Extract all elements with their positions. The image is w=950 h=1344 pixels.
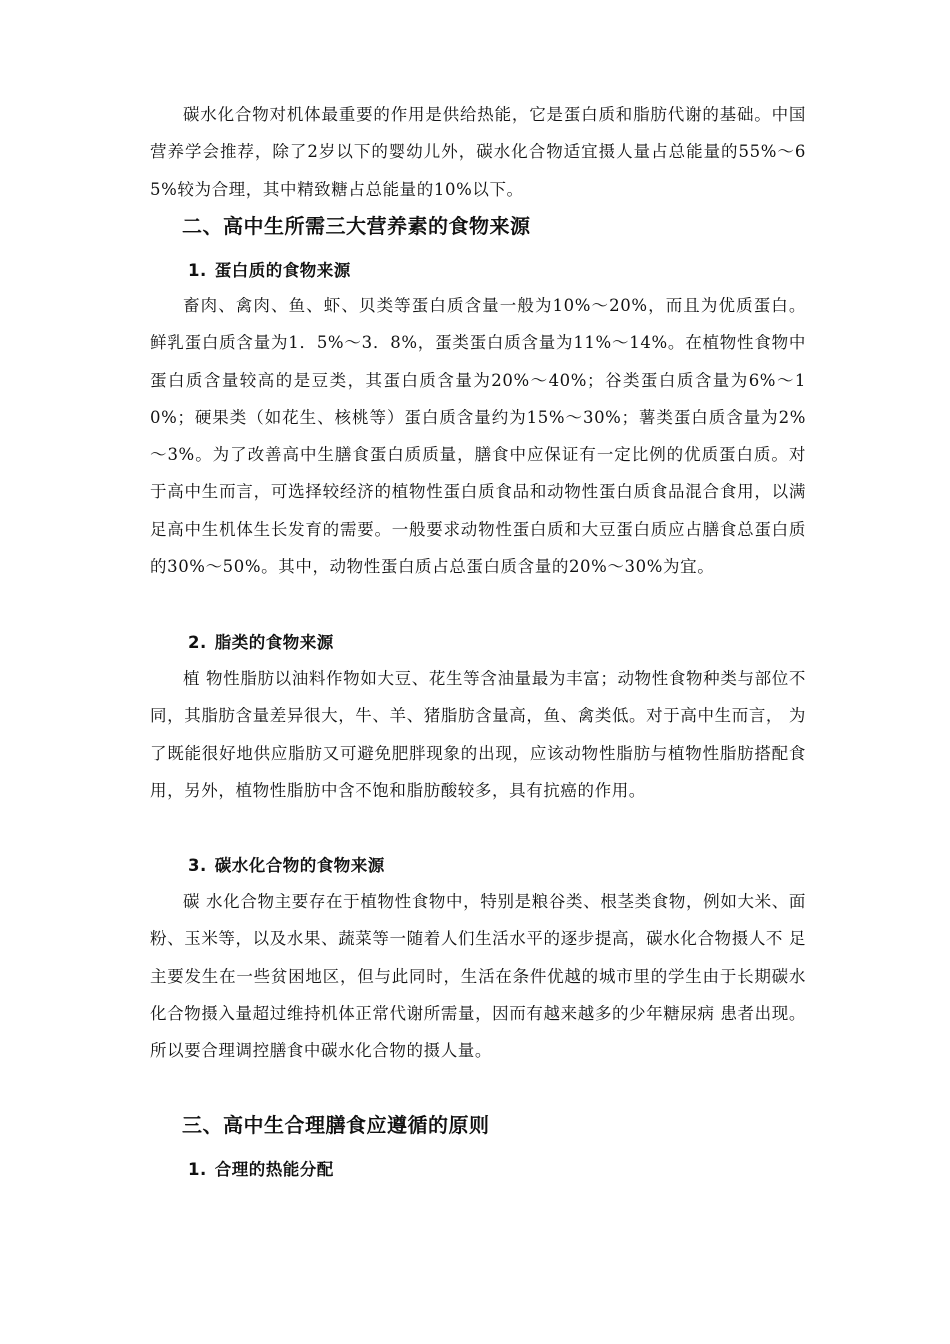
subsection-3-1-heading [188, 1158, 334, 1182]
fat-sources-paragraph: 植 物性脂肪以油料作物如大豆、花生等含油量最为丰富；动物性食物种类与部位不同，其脂肪含量差异很大，牛、羊、猪脂肪含量高，鱼、禽类低。对于高中生而言， 为了既能很好地供应脂肪又可避免肥胖现象的出现，应该动物性脂肪与植物性脂肪搭配食用，另外，植物性脂肪中含不饱和脂肪酸较多，具有抗癌的作用。 [150, 669, 806, 800]
subsection-2-1-title: 蛋白质的食物来源 [214, 261, 351, 280]
subsection-2-2-number: 2. [188, 633, 207, 652]
section-2-heading: 二、高中生所需三大营养素的食物来源 [182, 214, 531, 238]
protein-sources-paragraph: 畜肉、禽肉、鱼、虾、贝类等蛋白质含量一般为10%～20%，而且为优质蛋白。鲜乳蛋白质含量为1．5%～3．8%，蛋类蛋白质含量为11%～14%。在植物性食物中蛋白质含量较高的是豆类，其蛋白质含量为20%～40%；谷类蛋白质含量为6%～10%；硬果类（如花生、核桃等）蛋白质含量约为15%～30%；薯类蛋白质含量为2%～3%。为了改善高中生膳食蛋白质质量，膳食中应保证有一定比例的优质蛋白质。对于高中生而言，可选择较经济的植物性蛋白质食品和动物性蛋白质食品混合食用，以满足高中生机体生长发育的需要。一般要求动物性蛋白质和大豆蛋白质应占膳食总蛋白质的30%～50%。其中，动物性蛋白质占总蛋白质含量的20%～30%为宜。 [150, 296, 806, 577]
intro-paragraph: 碳水化合物对机体最重要的作用是供给热能，它是蛋白质和脂肪代谢的基础。中国营养学会推荐，除了2岁以下的婴幼儿外，碳水化合物适宜摄人量占总能量的55%～65%较为合理，其中精致糖占总能量的10%以下。 [150, 105, 806, 199]
subsection-2-2-heading [188, 631, 334, 655]
subsection-2-3-title: 碳水化合物的食物来源 [214, 856, 385, 875]
subsection-3-1-title: 合理的热能分配 [214, 1160, 334, 1179]
subsection-2-3-number: 3. [188, 856, 207, 875]
subsection-2-2-title: 脂类的食物来源 [214, 633, 334, 652]
carbohydrate-sources-paragraph: 碳 水化合物主要存在于植物性食物中，特别是粮谷类、根茎类食物，例如大米、面粉、玉米等，以及水果、蔬菜等一随着人们生活水平的逐步提高，碳水化合物摄人不 足主要发生在一些贫困地区，但与此同时，生活在条件优越的城市里的学生由于长期碳水化合物摄入量超过维持机体正常代谢所需量，因而有越来越多的少年糖尿病 患者出现。所以要合理调控膳食中碳水化合物的摄人量。 [150, 892, 806, 1061]
subsection-2-1-heading [188, 259, 351, 283]
subsection-2-3-heading [188, 854, 385, 878]
subsection-3-1-number: 1. [188, 1160, 207, 1179]
section-3-heading: 三、高中生合理膳食应遵循的原则 [182, 1113, 490, 1137]
subsection-2-1-number: 1. [188, 261, 207, 280]
